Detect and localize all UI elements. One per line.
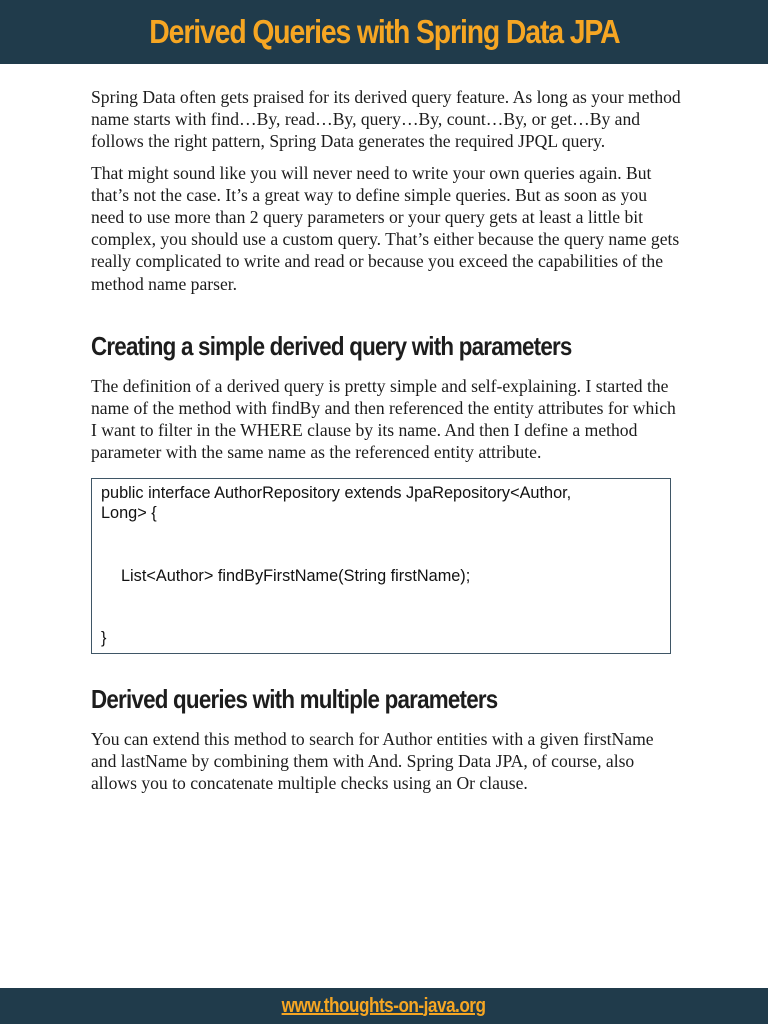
section-heading-multiple-parameters: Derived queries with multiple parameters — [91, 683, 498, 714]
code-line-4: } — [101, 628, 107, 647]
website-link[interactable]: www.thoughts-on-java.org — [282, 994, 486, 1017]
code-block — [91, 478, 671, 654]
code-line-3: List<Author> findByFirstName(String firstName); — [121, 566, 471, 585]
page-title: Derived Queries with Spring Data JPA — [148, 13, 620, 50]
intro-paragraph-1: Spring Data often gets praised for its derived query feature. As long as your method name starts with find…By, read…By, query…By, count…By, or get…By and follows the right pattern, Spring Data generates the required JPQL query. — [91, 87, 681, 152]
article-content — [91, 86, 681, 803]
code-line-2: Long> { — [101, 504, 157, 523]
header-banner — [0, 0, 768, 64]
section-heading-simple-derived-query: Creating a simple derived query with parameters — [91, 330, 572, 361]
intro-paragraph-2: That might sound like you will never need to write your own queries again. But that’s not the case. It’s a great way to define simple queries. But as soon as you need to use more than 2 query parameters or your query gets at least a little bit complex, you should use a custom query. That’s either because the query name gets really complicated to write and read or because you exceed the capabilities of the method name parser. — [91, 162, 680, 294]
code-line-1: public interface AuthorRepository extends JpaRepository<Author, — [101, 483, 572, 502]
footer-banner — [0, 988, 768, 1024]
section-1-paragraph: The definition of a derived query is pretty simple and self-explaining. I started the name of the method with findBy and then referenced the entity attributes for which I want to filter in the WHERE clause by its name. And then I define a method parameter with the same name as the referenced entity attribute. — [91, 375, 676, 463]
section-2-paragraph: You can extend this method to search for Author entities with a given firstName and lastName by combining them with And. Spring Data JPA, of course, also allows you to concatenate multiple checks using an Or clause. — [91, 728, 654, 794]
